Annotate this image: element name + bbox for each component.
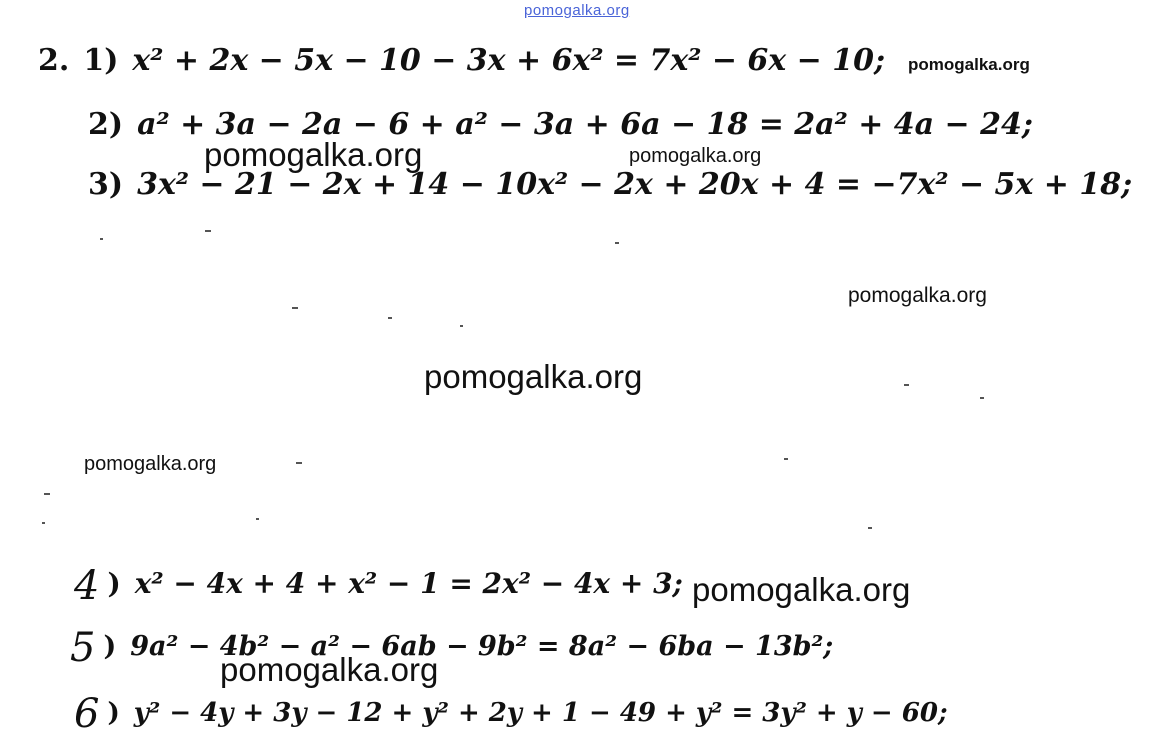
scan-speck — [296, 462, 302, 464]
handwritten-label: 6 — [74, 691, 100, 733]
scan-speck — [868, 527, 872, 529]
task-line-3 — [88, 167, 1133, 202]
task-line-4 — [74, 560, 683, 609]
site-link[interactable]: pomogalka.org — [524, 2, 630, 19]
scan-speck — [460, 325, 463, 327]
equation: x² − 4x + 4 + x² − 1 = 2x² − 4x + 3; — [134, 567, 683, 600]
equation: a² + 3a − 2a − 6 + a² − 3a + 6a − 18 = 2a² + 4a − 24; — [137, 107, 1033, 142]
equation: 3x² − 21 − 2x + 14 − 10x² − 2x + 20x + 4 = −7x² − 5x + 18; — [137, 167, 1133, 202]
equation: y² − 4y + 3y − 12 + y² + 2y + 1 − 49 + y² = 3y² + y − 60; — [133, 698, 948, 728]
scan-speck — [784, 458, 788, 460]
watermark: pomogalka.org — [220, 651, 439, 688]
watermark: pomogalka.org — [84, 453, 217, 475]
item-paren: ) — [107, 698, 120, 728]
watermark: pomogalka.org — [692, 571, 911, 608]
scan-speck — [615, 242, 619, 244]
item-paren: ) — [107, 567, 121, 600]
equation: 9a² − 4b² − a² − 6ab − 9b² = 8a² − 6ba − 13b²; — [130, 631, 834, 662]
scan-speck — [904, 384, 909, 386]
watermark: pomogalka.org — [848, 284, 987, 307]
scan-speck — [44, 493, 50, 495]
handwritten-label: 5 — [70, 625, 96, 671]
task-line-6 — [74, 688, 948, 733]
scan-speck — [205, 230, 211, 232]
item-label: 1) — [83, 43, 119, 78]
item-label: 3) — [88, 167, 124, 202]
scan-speck — [100, 238, 103, 240]
watermark: pomogalka.org — [629, 145, 762, 167]
watermark: pomogalka.org — [424, 358, 643, 395]
scan-speck — [388, 317, 392, 319]
watermark: pomogalka.org — [204, 136, 423, 173]
watermark: pomogalka.org — [908, 55, 1030, 74]
handwritten-label: 4 — [74, 563, 100, 609]
scan-speck — [256, 518, 259, 520]
scan-speck — [42, 522, 45, 524]
scan-speck — [292, 307, 298, 309]
task-number: 2. — [38, 43, 70, 78]
item-label: 2) — [88, 107, 124, 142]
task-line-1 — [38, 43, 886, 78]
equation: x² + 2x − 5x − 10 − 3x + 6x² = 7x² − 6x − 10; — [132, 43, 886, 78]
scan-speck — [980, 397, 984, 399]
item-paren: ) — [103, 631, 117, 662]
